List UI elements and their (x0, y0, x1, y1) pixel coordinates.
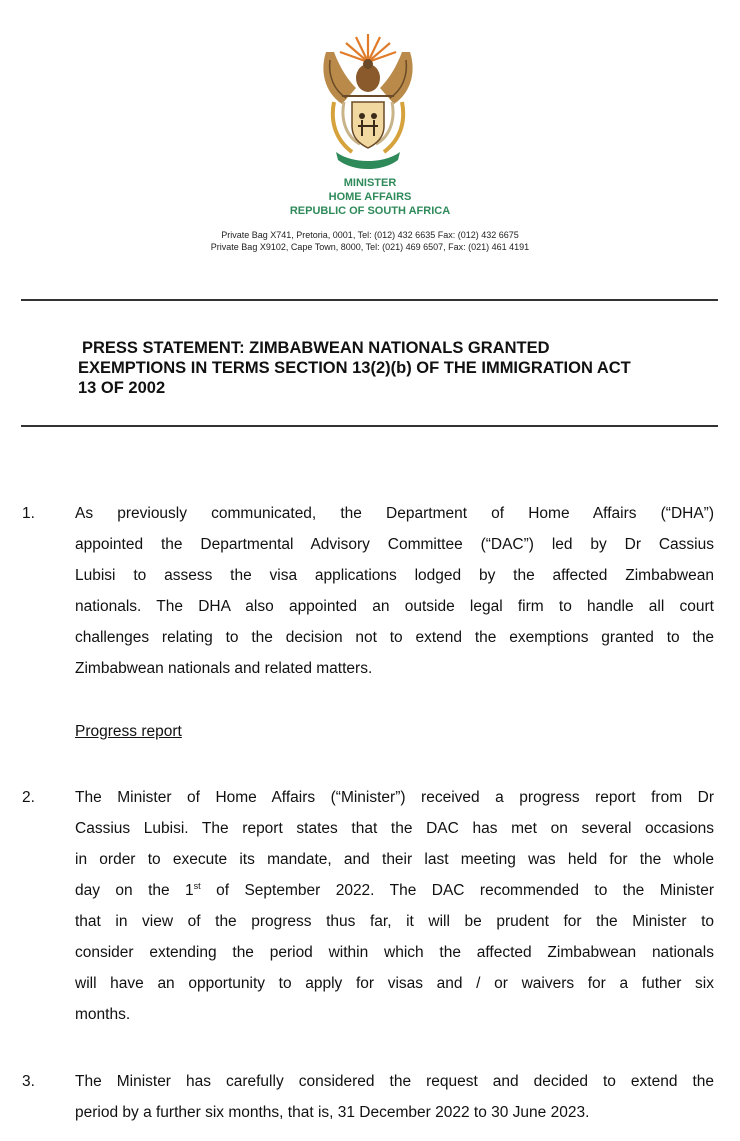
office-line: MINISTER (343, 177, 397, 189)
paragraph-line: that in view of the progress thus far, it will be prudent for the Minister to (75, 913, 714, 930)
ministry-office (0, 176, 740, 218)
title-line: EXEMPTIONS IN TERMS SECTION 13(2)(b) OF THE IMMIGRATION ACT (78, 359, 631, 377)
bottom-divider (21, 425, 718, 427)
paragraph-2 (22, 782, 714, 1030)
paragraph-line: Lubisi to assess the visa applications lodged by the affected Zimbabwean (75, 567, 714, 584)
paragraph-line: in order to execute its mandate, and their last meeting was held for the whole (75, 851, 714, 868)
paragraph-line: As previously communicated, the Department of Home Affairs (“DHA”) (75, 505, 714, 522)
title-line: 13 OF 2002 (78, 379, 166, 397)
paragraph-number: 3. (22, 1073, 35, 1090)
ordinal-suffix: st (193, 880, 201, 891)
contact-details (0, 229, 740, 253)
coat-of-arms-icon (312, 30, 424, 172)
paragraph-line: The Minister has carefully considered the request and decided to extend the (75, 1073, 714, 1090)
paragraph-line: The Minister of Home Affairs (“Minister”) received a progress report from Dr (75, 789, 714, 806)
paragraph-line: appointed the Departmental Advisory Committee (“DAC”) led by Dr Cassius (75, 536, 714, 553)
paragraph-line: nationals. The DHA also appointed an outside legal firm to handle all court (75, 598, 714, 615)
paragraph-line (75, 875, 714, 906)
paragraph-line: months. (75, 1006, 131, 1023)
contact-line: Private Bag X741, Pretoria, 0001, Tel: (012) 432 6635 Fax: (012) 432 6675 (221, 230, 519, 240)
paragraph-1 (22, 498, 714, 684)
top-divider (21, 299, 718, 301)
paragraph-number: 1. (22, 505, 35, 522)
paragraph-line: consider extending the period within which the affected Zimbabwean nationals (75, 944, 714, 961)
paragraph-line: Cassius Lubisi. The report states that the DAC has met on several occasions (75, 820, 714, 837)
title-line: PRESS STATEMENT: ZIMBABWEAN NATIONALS GRANTED (82, 339, 550, 357)
date-rest: of September 2022. The DAC recommended to the Minister (200, 882, 714, 899)
date-day: day on the 1 (75, 882, 194, 899)
office-line: REPUBLIC OF SOUTH AFRICA (289, 205, 451, 217)
paragraph-line: challenges relating to the decision not to extend the exemptions granted to the (75, 629, 714, 646)
press-statement-title (78, 338, 708, 398)
section-heading: Progress report (75, 723, 182, 740)
paragraph-line: Zimbabwean nationals and related matters. (75, 660, 373, 677)
paragraph-number: 2. (22, 789, 35, 806)
paragraph-line: period by a further six months, that is, 31 December 2022 to 30 June 2023. (75, 1104, 590, 1121)
paragraph-line: will have an opportunity to apply for visas and / or waivers for a futher six (75, 975, 714, 992)
contact-line: Private Bag X9102, Cape Town, 8000, Tel: (021) 469 6507, Fax: (021) 461 4191 (210, 242, 530, 252)
office-line: HOME AFFAIRS (328, 191, 412, 203)
paragraph-3 (22, 1066, 714, 1128)
